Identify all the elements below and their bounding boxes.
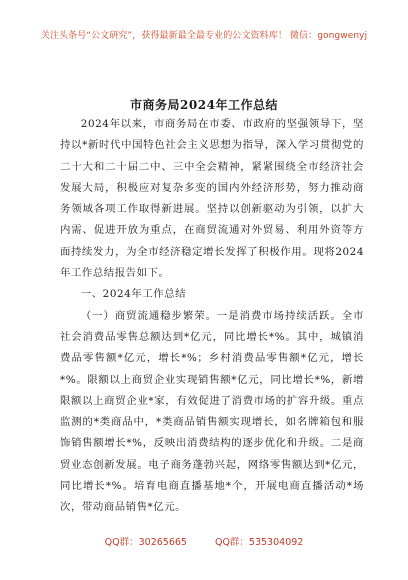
document-body (60, 114, 364, 519)
qq-group-1: QQ群：30265665 (104, 537, 187, 548)
intro-paragraph: 2024年以来，市商务局在市委、市政府的坚强领导下，坚持以*新时代中国特色社会主义思想为指导，深入学习贯彻党的二十大和二十届二中、三中全会精神，紧紧围绕全市经济社会发展大局，积极应对复杂多变的国内外经济形势，努力推动商务领域各项工作取得新进展。坚持以创新驱动为引领，以扩大内需、促进开放为重点，在商贸流通对外贸易、利用外资等方面持续发力，为全市经济稳定增长发挥了积极作用。现将2024年工作总结报告如下。 (60, 118, 364, 280)
top-banner: 关注头条号“公文研究”，获得最新最全最专业的公文资料库！ 微信：gongwenyj (40, 31, 368, 41)
subsection-paragraph: （一）商贸流通稳步繁荣。一是消费市场持续活跃。全市社会消费品零售总额达到*亿元，同比增长*%。其中，城镇消费品零售额*亿元，增长*%；乡村消费品零售额*亿元，增长*%。限额以上商贸企业实现销售额*亿元，同比增长*%，新增限额以上商贸企业*家，有效促进了消费市场的扩容升级。重点监测的*类商品中，*类商品销售额实现增长，如名牌箱包和服饰销售额增长*%，反映出消费结构的逐步优化和升级。二是商贸业态创新发展。电子商务蓬勃兴起，网络零售额达到*亿元，同比增长*%。培育电商直播基地*个，开展电商直播活动*场次，带动商品销售*亿元。 (60, 309, 364, 514)
section-heading: 一、2024年工作总结 (80, 288, 187, 301)
footer-contact (0, 534, 408, 548)
qq-group-2: QQ群：535304092 (214, 537, 304, 548)
document-title: 市商务局2024年工作总结 (130, 98, 278, 112)
